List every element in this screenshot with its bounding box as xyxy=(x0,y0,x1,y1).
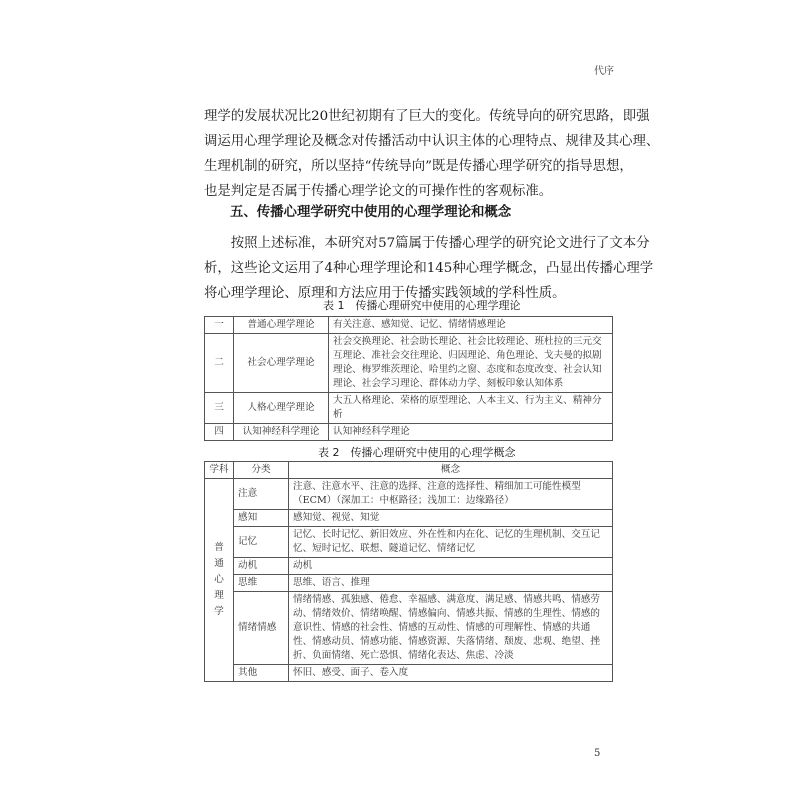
text-line: 析，这些论文运用了4种心理学理论和145种心理学概念，凸显出传播心理学 xyxy=(204,261,654,276)
theory-content: 大五人格理论、荣格的原型理论、人本主义、行为主义、精神分析 xyxy=(329,393,613,424)
concept-class: 注意 xyxy=(234,479,289,510)
subject-char: 普 xyxy=(214,542,224,553)
concept-class: 感知 xyxy=(234,510,289,527)
text-line: 将心理学理论、原理和方法应用于传播实践领域的学科性质。 xyxy=(204,286,566,301)
concept-list: 思维、语言、推理 xyxy=(289,575,613,592)
subject-cell xyxy=(205,479,234,682)
concept-list: 怀旧、感受、面子、卷入度 xyxy=(289,665,613,682)
table-row xyxy=(205,317,613,334)
page-number: 5 xyxy=(594,748,601,759)
concept-class: 情绪情感 xyxy=(234,592,289,665)
concept-class: 其他 xyxy=(234,665,289,682)
concept-list: 注意、注意水平、注意的选择、注意的选择性、精细加工可能性模型（ECM）（深加工：中枢路径；浅加工：边缘路径） xyxy=(289,479,613,510)
table-header-row xyxy=(205,462,613,479)
table-row xyxy=(205,334,613,393)
concepts-table xyxy=(204,461,613,682)
text-line: 生理机制的研究，所以坚持“传统导向”既是传播心理学研究的指导思想， xyxy=(204,159,633,174)
theory-category: 认知神经科学理论 xyxy=(234,424,329,441)
row-number: 三 xyxy=(205,393,234,424)
theory-category: 社会心理学理论 xyxy=(234,334,329,393)
concept-class: 思维 xyxy=(234,575,289,592)
row-number: 二 xyxy=(205,334,234,393)
text-line: 调运用心理学理论及概念对传播活动中认识主体的心理特点、规律及其心理、 xyxy=(204,134,660,149)
table-row xyxy=(205,527,613,558)
table-row xyxy=(205,424,613,441)
subject-char: 理 xyxy=(214,590,224,601)
concept-list: 情绪情感、孤独感、倦怠、幸福感、满意度、满足感、情感共鸣、情感劳动、情绪效价、情绪唤醒、情感偏向、情感共振、情感的生理性、情感的意识性、情感的社会性、情感的互动性、情感的可理解性、情感的共通性、情感动员、情感功能、情感资源、失落情绪、颓废、悲观、绝望、挫折、负面情绪、死亡恐惧、情绪化表达、焦虑、冷淡 xyxy=(289,592,613,665)
theory-content: 社会交换理论、社会助长理论、社会比较理论、班杜拉的三元交互理论、准社会交往理论、归因理论、角色理论、戈夫曼的拟剧理论、梅罗维茨理论、哈里约之窗、态度和态度改变、社会认知理论、社会学习理论、群体动力学、刻板印象认知体系 xyxy=(329,334,613,393)
subject-char: 学 xyxy=(214,606,224,617)
concept-list: 感知觉、视觉、知觉 xyxy=(289,510,613,527)
theories-table xyxy=(204,316,613,441)
header-subject: 学科 xyxy=(205,462,234,479)
table-row xyxy=(205,592,613,665)
theory-content: 有关注意、感知觉、记忆、情绪情感理论 xyxy=(329,317,613,334)
theory-content: 认知神经科学理论 xyxy=(329,424,613,441)
paragraph-1 xyxy=(204,104,660,204)
subject-char: 心 xyxy=(214,574,224,585)
table2-caption: 表 2 传播心理研究中使用的心理学概念 xyxy=(318,446,516,459)
running-head: 代序 xyxy=(594,66,614,77)
text-line: 按照上述标准，本研究对57篇属于传播心理学的研究论文进行了文本分 xyxy=(230,236,650,251)
subject-char: 通 xyxy=(214,558,224,569)
row-number: 四 xyxy=(205,424,234,441)
table-row xyxy=(205,575,613,592)
concept-list: 记忆、长时记忆、新旧效应、外在性和内在化、记忆的生理机制、交互记忆、短时记忆、联想、隧道记忆、情绪记忆 xyxy=(289,527,613,558)
text-line: 理学的发展状况比20世纪初期有了巨大的变化。传统导向的研究思路，即强 xyxy=(204,109,650,124)
row-number: 一 xyxy=(205,317,234,334)
table-row xyxy=(205,558,613,575)
table-row xyxy=(205,510,613,527)
paragraph-2 xyxy=(204,231,654,306)
header-class: 分类 xyxy=(234,462,289,479)
section-heading: 五、传播心理学研究中使用的心理学理论和概念 xyxy=(230,205,512,220)
concept-class: 动机 xyxy=(234,558,289,575)
theory-category: 人格心理学理论 xyxy=(234,393,329,424)
table1-caption: 表 1 传播心理研究中使用的心理学理论 xyxy=(323,299,521,312)
header-concept: 概念 xyxy=(289,462,613,479)
concept-list: 动机 xyxy=(289,558,613,575)
concept-class: 记忆 xyxy=(234,527,289,558)
text-line: 也是判定是否属于传播心理学论文的可操作性的客观标准。 xyxy=(204,184,553,199)
table-row xyxy=(205,393,613,424)
table-row xyxy=(205,479,613,510)
theory-category: 普通心理学理论 xyxy=(234,317,329,334)
table-row xyxy=(205,665,613,682)
